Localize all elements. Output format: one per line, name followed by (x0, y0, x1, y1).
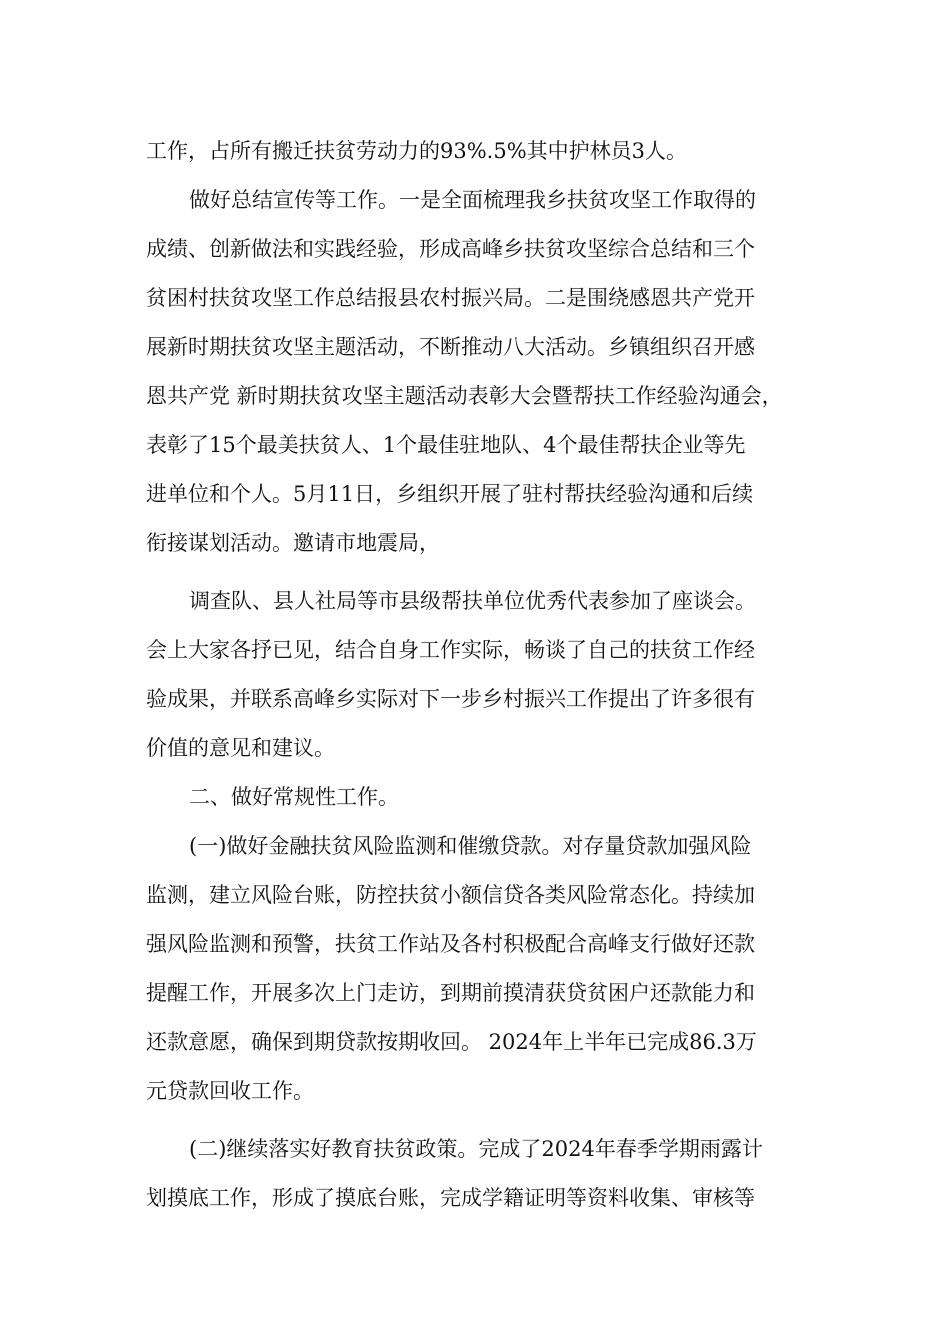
text-line-7: 表彰了15个最美扶贫人、1个最佳驻地队、4个最佳帮扶企业等先 (146, 433, 746, 457)
text-line-2: 做好总结宣传等工作。一是全面梳理我乡扶贫攻坚工作取得的 (189, 188, 756, 212)
text-line-15: (一)做好金融扶贫风险监测和催缴贷款。对存量贷款加强风险 (189, 834, 752, 858)
text-line-22: 划摸底工作，形成了摸底台账，完成学籍证明等资料收集、审核等 (146, 1186, 755, 1210)
text-line-3: 成绩、创新做法和实践经验，形成高峰乡扶贫攻坚综合总结和三个 (146, 237, 755, 261)
text-line-19: 还款意愿，确保到期贷款按期收回。 2024年上半年已完成86.3万 (146, 1030, 757, 1054)
text-line-20: 元贷款回收工作。 (146, 1079, 314, 1103)
text-line-1: 工作，占所有搬迁扶贫劳动力的93%.5%其中护林员3人。 (146, 139, 688, 163)
text-line-4: 贫困村扶贫攻坚工作总结报县农村振兴局。二是围绕感恩共产党开 (146, 286, 755, 310)
text-line-21: (二)继续落实好教育扶贫政策。完成了2024年春季学期雨露计 (189, 1137, 763, 1161)
text-line-17: 强风险监测和预警，扶贫工作站及各村积极配合高峰支行做好还款 (146, 932, 755, 956)
text-line-5: 展新时期扶贫攻坚主题活动，不断推动八大活动。乡镇组织召开感 (146, 335, 755, 359)
text-line-13: 价值的意见和建议。 (146, 736, 335, 760)
text-line-6: 恩共产党 新时期扶贫攻坚主题活动表彰大会暨帮扶工作经验沟通会， (146, 384, 783, 408)
text-line-9: 衔接谋划活动。邀请市地震局， (146, 531, 440, 555)
text-line-8: 进单位和个人。5月11日，乡组织开展了驻村帮扶经验沟通和后续 (146, 482, 754, 506)
text-line-12: 验成果，并联系高峰乡实际对下一步乡村振兴工作提出了许多很有 (146, 687, 755, 711)
text-line-18: 提醒工作，开展多次上门走访，到期前摸清获贷贫困户还款能力和 (146, 981, 755, 1005)
text-line-16: 监测，建立风险台账，防控扶贫小额信贷各类风险常态化。持续加 (146, 883, 755, 907)
section-heading: 二、做好常规性工作。 (189, 785, 399, 809)
text-line-11: 会上大家各抒已见，结合自身工作实际，畅谈了自己的扶贫工作经 (146, 638, 755, 662)
text-line-10: 调查队、县人社局等市县级帮扶单位优秀代表参加了座谈会。 (189, 589, 756, 613)
